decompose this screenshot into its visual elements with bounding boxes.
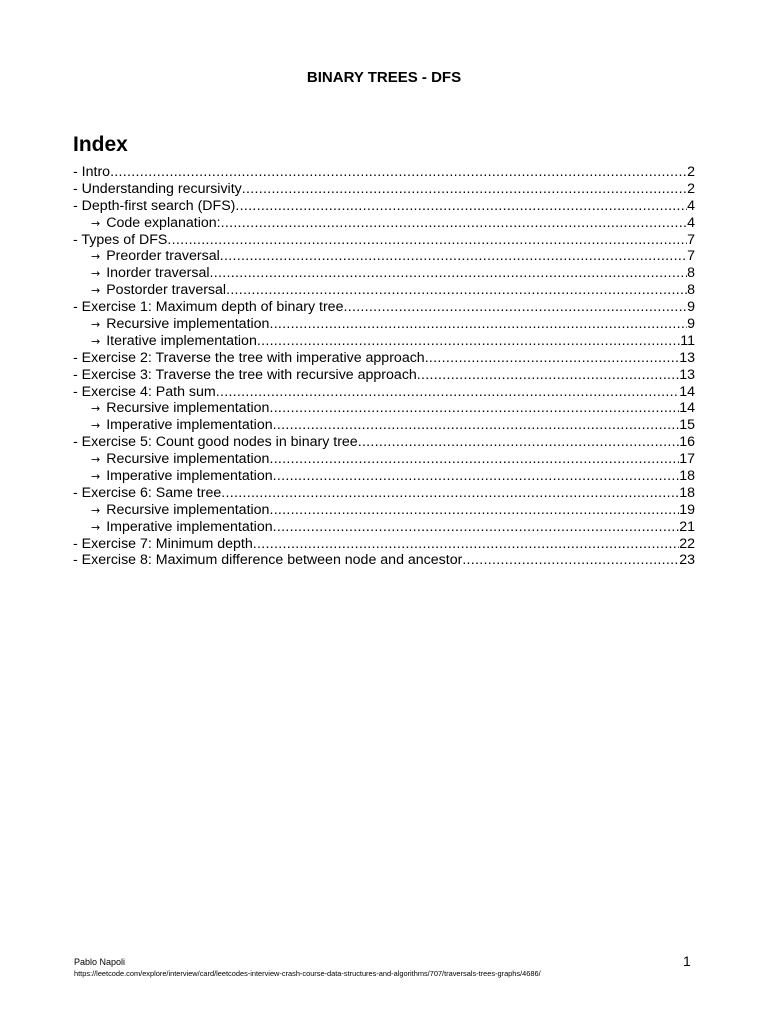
toc-dot-leader xyxy=(216,384,680,401)
toc-entry-page: 13 xyxy=(679,366,695,383)
arrow-right-icon: → xyxy=(91,470,101,484)
toc-entry[interactable] xyxy=(73,333,695,350)
toc-entry-label: - Understanding recursivity xyxy=(73,180,242,197)
toc-entry-page: 23 xyxy=(679,552,695,569)
toc-entry-page: 18 xyxy=(679,484,695,501)
toc-entry[interactable] xyxy=(73,451,695,468)
toc-entry-label: Preorder traversal xyxy=(106,248,220,265)
toc-entry-label: Recursive implementation xyxy=(106,451,270,468)
toc-entry-page: 7 xyxy=(687,248,695,265)
toc-entry-page: 15 xyxy=(679,417,695,434)
toc-dot-leader xyxy=(269,400,679,417)
toc-entry-page: 2 xyxy=(687,164,695,180)
toc-entry-page: 4 xyxy=(687,197,695,214)
toc-entry-label: - Exercise 7: Minimum depth xyxy=(73,535,253,552)
toc-entry-label: Imperative implementation xyxy=(106,468,273,485)
toc-entry-page: 14 xyxy=(679,400,695,417)
toc-entry-label: Imperative implementation xyxy=(106,417,273,434)
toc-entry[interactable] xyxy=(73,552,695,569)
toc-entry[interactable] xyxy=(73,468,695,485)
toc-entry[interactable] xyxy=(73,248,695,265)
footer-page-number: 1 xyxy=(683,953,691,969)
toc-dot-leader xyxy=(242,181,687,198)
toc-entry[interactable] xyxy=(73,485,695,502)
toc-entry-page: 8 xyxy=(687,265,695,282)
toc-entry-page: 2 xyxy=(687,180,695,197)
toc-entry-page: 7 xyxy=(687,231,695,248)
toc-entry-label: Recursive implementation xyxy=(106,501,270,518)
toc-dot-leader xyxy=(210,265,688,282)
toc-entry-label: - Exercise 2: Traverse the tree with imperative approach xyxy=(73,349,425,366)
toc-dot-leader xyxy=(235,198,687,215)
toc-dot-leader xyxy=(425,350,680,367)
toc-entry-label: - Exercise 6: Same tree xyxy=(73,484,222,501)
toc-entry[interactable] xyxy=(73,299,695,316)
toc-entry-page: 14 xyxy=(679,383,695,400)
toc-entry[interactable] xyxy=(73,417,695,434)
toc-entry[interactable] xyxy=(73,265,695,282)
footer-author: Pablo Napoli xyxy=(74,957,126,967)
toc-entry-label: Postorder traversal xyxy=(106,282,227,299)
toc-entry-page: 16 xyxy=(679,434,695,451)
toc-entry[interactable] xyxy=(73,502,695,519)
toc-entry[interactable] xyxy=(73,215,695,232)
toc-entry[interactable] xyxy=(73,198,695,215)
arrow-right-icon: → xyxy=(91,419,101,433)
toc-entry-label: - Exercise 1: Maximum depth of binary tree xyxy=(73,299,344,316)
toc-entry[interactable] xyxy=(73,519,695,536)
toc-dot-leader xyxy=(462,552,679,569)
toc-dot-leader xyxy=(257,333,680,350)
toc-dot-leader xyxy=(273,417,680,434)
toc-entry[interactable] xyxy=(73,434,695,451)
arrow-right-icon: → xyxy=(91,318,101,332)
arrow-right-icon: → xyxy=(91,453,101,467)
arrow-right-icon: → xyxy=(91,402,101,416)
toc-entry-page: 11 xyxy=(680,332,695,349)
toc-dot-leader xyxy=(221,215,688,232)
toc-entry-label: - Exercise 8: Maximum difference between node and ancestor xyxy=(73,552,463,569)
toc-entry[interactable] xyxy=(73,232,695,249)
toc-dot-leader xyxy=(269,502,679,519)
index-heading: Index xyxy=(73,133,128,156)
toc-entry-label: Iterative implementation xyxy=(106,332,257,349)
toc-dot-leader xyxy=(167,232,687,249)
toc-entry-label: Code explanation: xyxy=(106,214,221,231)
arrow-right-icon: → xyxy=(91,250,101,264)
toc-entry-label: - Exercise 4: Path sum xyxy=(73,383,216,400)
toc-dot-leader xyxy=(273,468,680,485)
toc-entry-page: 13 xyxy=(679,349,695,366)
toc-entry-page: 9 xyxy=(687,316,695,333)
toc-entry[interactable] xyxy=(73,350,695,367)
footer-url[interactable]: https://leetcode.com/explore/interview/card/leetcodes-interview-crash-course-data-structures-and-algorithms/707/traversals-trees-graphs/4686/ xyxy=(74,969,541,978)
table-of-contents xyxy=(73,164,695,569)
toc-dot-leader xyxy=(269,451,679,468)
arrow-right-icon: → xyxy=(91,334,101,348)
toc-dot-leader xyxy=(269,316,687,333)
toc-entry-label: Recursive implementation xyxy=(106,316,270,333)
arrow-right-icon: → xyxy=(91,267,101,281)
toc-entry[interactable] xyxy=(73,316,695,333)
toc-entry-label: Imperative implementation xyxy=(106,518,273,535)
arrow-right-icon: → xyxy=(91,216,101,230)
toc-dot-leader xyxy=(343,299,687,316)
toc-entry-label: - Exercise 5: Count good nodes in binary tree xyxy=(73,434,358,451)
toc-dot-leader xyxy=(417,367,679,384)
arrow-right-icon: → xyxy=(91,284,101,298)
toc-entry-label: - Types of DFS xyxy=(73,231,168,248)
toc-entry[interactable] xyxy=(73,282,695,299)
toc-dot-leader xyxy=(253,536,679,553)
toc-entry[interactable] xyxy=(73,181,695,198)
toc-dot-leader xyxy=(220,248,687,265)
toc-entry-page: 21 xyxy=(679,518,695,535)
toc-dot-leader xyxy=(221,485,679,502)
toc-entry-page: 19 xyxy=(679,501,695,518)
toc-entry-page: 17 xyxy=(679,451,695,468)
toc-entry-page: 18 xyxy=(679,468,695,485)
arrow-right-icon: → xyxy=(91,520,101,534)
toc-entry-label: - Exercise 3: Traverse the tree with recursive approach xyxy=(73,366,417,383)
toc-entry-label: - Depth-first search (DFS) xyxy=(73,197,236,214)
arrow-right-icon: → xyxy=(91,503,101,517)
toc-entry[interactable] xyxy=(73,367,695,384)
toc-entry-label: Inorder traversal xyxy=(106,265,210,282)
toc-dot-leader xyxy=(358,434,680,451)
toc-dot-leader xyxy=(273,519,680,536)
toc-dot-leader xyxy=(226,282,687,299)
toc-entry-page: 4 xyxy=(687,214,695,231)
toc-entry-page: 9 xyxy=(687,299,695,316)
toc-entry[interactable] xyxy=(73,400,695,417)
toc-entry[interactable] xyxy=(73,384,695,401)
toc-dot-leader xyxy=(110,164,687,181)
toc-entry[interactable] xyxy=(73,164,695,181)
toc-entry-label: - Intro xyxy=(73,164,111,180)
toc-entry-page: 22 xyxy=(679,535,695,552)
toc-entry-label: Recursive implementation xyxy=(106,400,270,417)
document-title: BINARY TREES - DFS xyxy=(306,69,462,86)
toc-entry[interactable] xyxy=(73,536,695,553)
toc-entry-page: 8 xyxy=(687,282,695,299)
